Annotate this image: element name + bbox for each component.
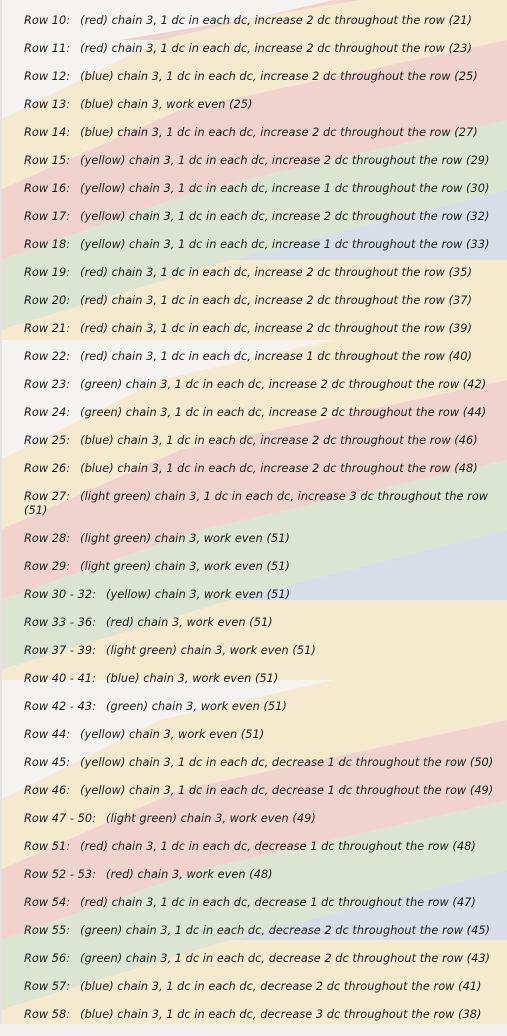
row-instruction: (blue) chain 3, 1 dc in each dc, increase 2 dc throughout the row (46) — [80, 434, 478, 447]
row-label: Row 19: — [24, 266, 71, 279]
row-instruction: (red) chain 3, 1 dc in each dc, decrease 1 dc throughout the row (48) — [80, 840, 476, 853]
row-instruction: (green) chain 3, work even (51) — [106, 700, 287, 713]
pattern-row — [24, 350, 496, 364]
pattern-row — [24, 868, 496, 882]
row-label: Row 21: — [24, 322, 71, 335]
row-instruction: (yellow) chain 3, 1 dc in each dc, increase 1 dc throughout the row (33) — [80, 238, 490, 251]
pattern-row — [24, 672, 496, 686]
row-label: Row 29: — [24, 560, 71, 573]
pattern-row — [24, 14, 496, 28]
row-instruction: (red) chain 3, 1 dc in each dc, increase 2 dc throughout the row (23) — [80, 42, 472, 55]
row-instruction: (red) chain 3, 1 dc in each dc, increase 2 dc throughout the row (35) — [80, 266, 472, 279]
pattern-row — [24, 238, 496, 252]
row-label: Row 15: — [24, 154, 71, 167]
pattern-row — [24, 924, 496, 938]
row-instruction: (light green) chain 3, work even (51) — [80, 532, 290, 545]
row-label: Row 57: — [24, 980, 71, 993]
row-label: Row 30 - 32: — [24, 588, 97, 601]
row-label: Row 52 - 53: — [24, 868, 97, 881]
row-instruction: (red) chain 3, 1 dc in each dc, increase 2 dc throughout the row (39) — [80, 322, 472, 335]
pattern-row — [24, 644, 496, 658]
row-label: Row 46: — [24, 784, 71, 797]
pattern-row — [24, 896, 496, 910]
pattern-row — [24, 490, 496, 518]
row-label: Row 28: — [24, 532, 71, 545]
row-instruction: (yellow) chain 3, 1 dc in each dc, increase 1 dc throughout the row (30) — [80, 182, 490, 195]
row-instruction: (green) chain 3, 1 dc in each dc, increase 2 dc throughout the row (42) — [80, 378, 487, 391]
row-instruction: (blue) chain 3, work even (25) — [80, 98, 253, 111]
pattern-row — [24, 406, 496, 420]
row-label: Row 58: — [24, 1008, 71, 1021]
row-label: Row 25: — [24, 434, 71, 447]
row-instruction: (red) chain 3, 1 dc in each dc, increase 2 dc throughout the row (37) — [80, 294, 472, 307]
row-instruction: (yellow) chain 3, 1 dc in each dc, increase 2 dc throughout the row (29) — [80, 154, 490, 167]
left-border — [0, 0, 2, 1024]
row-instruction: (light green) chain 3, 1 dc in each dc, increase 3 dc throughout the row (51) — [24, 490, 489, 517]
pattern-row — [24, 980, 496, 994]
pattern-row — [24, 952, 496, 966]
row-instruction: (red) chain 3, work even (48) — [106, 868, 273, 881]
pattern-row — [24, 70, 496, 84]
pattern-row — [24, 532, 496, 546]
pattern-row — [24, 42, 496, 56]
pattern-row — [24, 154, 496, 168]
row-label: Row 56: — [24, 952, 71, 965]
pattern-row — [24, 756, 496, 770]
row-label: Row 33 - 36: — [24, 616, 97, 629]
pattern-row — [24, 560, 496, 574]
row-label: Row 55: — [24, 924, 71, 937]
row-label: Row 27: — [24, 490, 71, 503]
row-instruction: (light green) chain 3, work even (49) — [106, 812, 316, 825]
row-instruction: (blue) chain 3, work even (51) — [106, 672, 279, 685]
pattern-row — [24, 616, 496, 630]
row-instruction: (blue) chain 3, 1 dc in each dc, decrease 2 dc throughout the row (41) — [80, 980, 482, 993]
row-label: Row 45: — [24, 756, 71, 769]
row-label: Row 12: — [24, 70, 71, 83]
row-instruction: (yellow) chain 3, 1 dc in each dc, increase 2 dc throughout the row (32) — [80, 210, 490, 223]
row-label: Row 16: — [24, 182, 71, 195]
row-label: Row 18: — [24, 238, 71, 251]
row-label: Row 17: — [24, 210, 71, 223]
pattern-row — [24, 266, 496, 280]
row-label: Row 51: — [24, 840, 71, 853]
row-instruction: (blue) chain 3, 1 dc in each dc, decrease 3 dc throughout the row (38) — [80, 1008, 482, 1021]
row-label: Row 40 - 41: — [24, 672, 97, 685]
pattern-instructions — [24, 0, 496, 1036]
row-label: Row 47 - 50: — [24, 812, 97, 825]
row-instruction: (green) chain 3, 1 dc in each dc, decrease 2 dc throughout the row (43) — [80, 952, 491, 965]
row-instruction: (yellow) chain 3, work even (51) — [106, 588, 291, 601]
row-instruction: (red) chain 3, 1 dc in each dc, increase 1 dc throughout the row (40) — [80, 350, 472, 363]
row-label: Row 37 - 39: — [24, 644, 97, 657]
row-instruction: (green) chain 3, 1 dc in each dc, increase 2 dc throughout the row (44) — [80, 406, 487, 419]
row-instruction: (red) chain 3, 1 dc in each dc, increase 2 dc throughout the row (21) — [80, 14, 472, 27]
pattern-row — [24, 462, 496, 476]
row-label: Row 10: — [24, 14, 71, 27]
row-label: Row 44: — [24, 728, 71, 741]
pattern-row — [24, 322, 496, 336]
row-instruction: (blue) chain 3, 1 dc in each dc, increase 2 dc throughout the row (25) — [80, 70, 478, 83]
row-instruction: (yellow) chain 3, 1 dc in each dc, decrease 1 dc throughout the row (49) — [80, 784, 494, 797]
row-instruction: (light green) chain 3, work even (51) — [106, 644, 316, 657]
pattern-row — [24, 126, 496, 140]
pattern-row — [24, 98, 496, 112]
row-label: Row 14: — [24, 126, 71, 139]
row-label: Row 23: — [24, 378, 71, 391]
row-label: Row 26: — [24, 462, 71, 475]
row-instruction: (yellow) chain 3, work even (51) — [80, 728, 265, 741]
pattern-row — [24, 700, 496, 714]
pattern-row — [24, 784, 496, 798]
row-instruction: (red) chain 3, 1 dc in each dc, decrease 1 dc throughout the row (47) — [80, 896, 476, 909]
row-instruction: (yellow) chain 3, 1 dc in each dc, decrease 1 dc throughout the row (50) — [80, 756, 494, 769]
pattern-row — [24, 434, 496, 448]
pattern-row — [24, 294, 496, 308]
pattern-row — [24, 840, 496, 854]
pattern-row — [24, 728, 496, 742]
row-label: Row 13: — [24, 98, 71, 111]
row-instruction: (green) chain 3, 1 dc in each dc, decrease 2 dc throughout the row (45) — [80, 924, 491, 937]
row-label: Row 54: — [24, 896, 71, 909]
row-instruction: (light green) chain 3, work even (51) — [80, 560, 290, 573]
row-label: Row 42 - 43: — [24, 700, 97, 713]
row-label: Row 24: — [24, 406, 71, 419]
pattern-row — [24, 182, 496, 196]
row-instruction: (red) chain 3, work even (51) — [106, 616, 273, 629]
pattern-row — [24, 588, 496, 602]
pattern-row — [24, 210, 496, 224]
row-label: Row 20: — [24, 294, 71, 307]
pattern-row — [24, 1008, 496, 1022]
row-label: Row 22: — [24, 350, 71, 363]
pattern-row — [24, 378, 496, 392]
row-label: Row 11: — [24, 42, 71, 55]
row-instruction: (blue) chain 3, 1 dc in each dc, increase 2 dc throughout the row (48) — [80, 462, 478, 475]
pattern-row — [24, 812, 496, 826]
row-instruction: (blue) chain 3, 1 dc in each dc, increase 2 dc throughout the row (27) — [80, 126, 478, 139]
